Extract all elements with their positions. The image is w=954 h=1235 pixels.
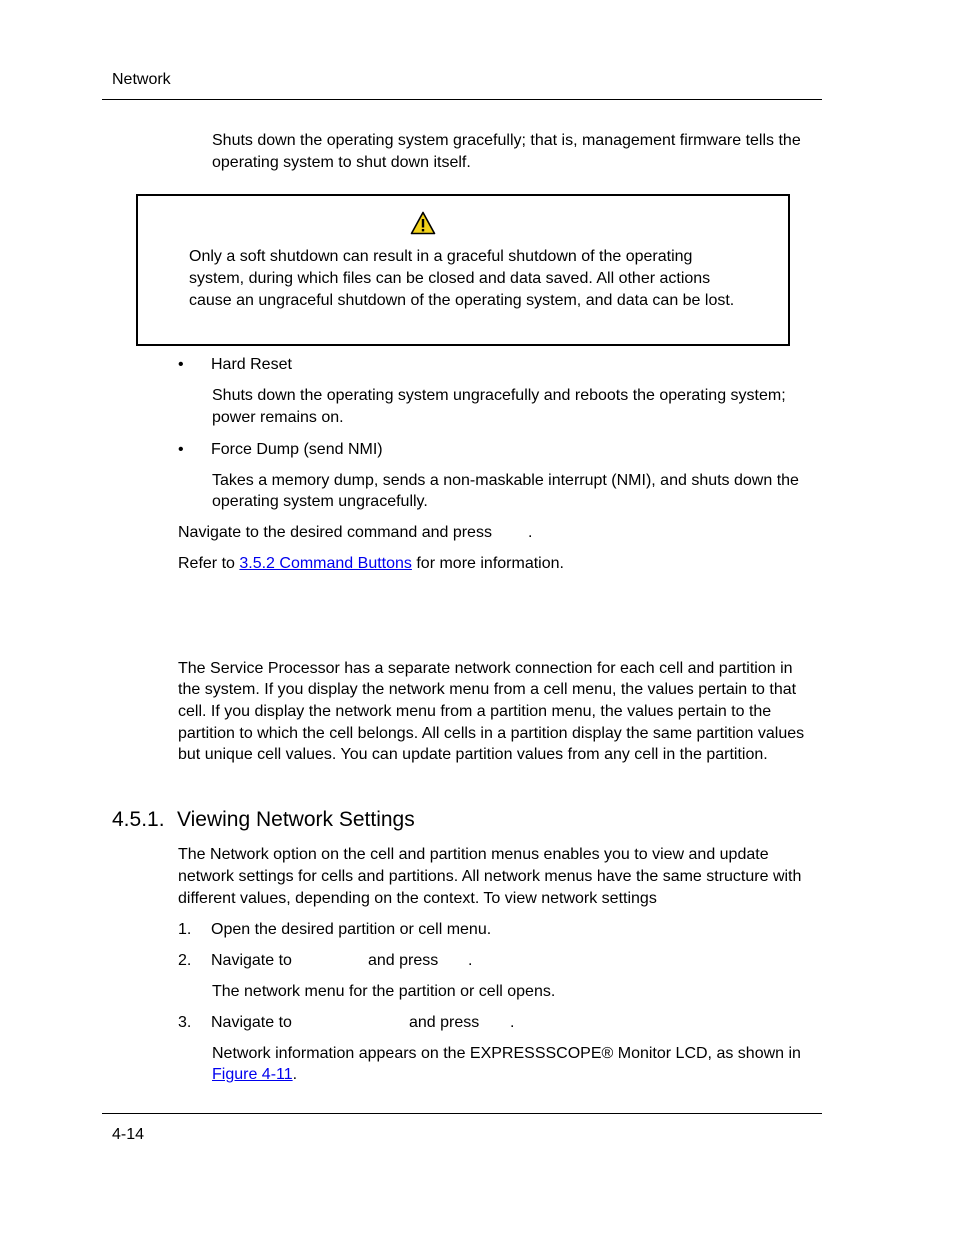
section-para-line: different values, depending on the context. To view network settings [178, 890, 657, 907]
step-1-text: Open the desired partition or cell menu. [211, 921, 492, 938]
header-rule [102, 99, 822, 100]
option-title-hard-reset: Hard Reset [211, 356, 292, 373]
option-desc-line: power remains on. [212, 409, 344, 426]
navigate-instruction: Navigate to the desired command and press [178, 524, 492, 541]
bullet-marker: • [178, 356, 184, 373]
section-title: Viewing Network Settings [177, 808, 415, 831]
step-3-period: . [510, 1014, 515, 1031]
figure-4-11-link[interactable]: Figure 4-11 [212, 1066, 293, 1083]
step-3-note-period: . [292, 1066, 298, 1083]
step-3-note: Network information appears on the EXPRESSSCOPE® Monitor LCD, as shown in [212, 1045, 801, 1062]
step-number: 3. [178, 1014, 192, 1031]
warning-line-3: cause an ungraceful shutdown of the operating system, and data can be lost. [189, 292, 735, 309]
bullet-marker: • [178, 441, 184, 458]
network-para-line: The Service Processor has a separate network connection for each cell and partition in [178, 660, 793, 677]
warning-box [136, 194, 790, 346]
warning-line-1: Only a soft shutdown can result in a graceful shutdown of the operating [189, 248, 693, 265]
warning-triangle-icon [410, 211, 436, 235]
footer-rule [102, 1113, 822, 1114]
step-number: 2. [178, 952, 192, 969]
step-2-press: and press [368, 952, 439, 969]
network-para-line: cell. If you display the network menu from a partition menu, the values pertain to the [178, 703, 772, 720]
page-number: 4-14 [112, 1126, 145, 1143]
step-3-press: and press [409, 1014, 480, 1031]
step-3-navigate: Navigate to [211, 1014, 292, 1031]
section-number: 4.5.1. [112, 808, 165, 831]
refer-suffix: for more information. [411, 555, 564, 572]
network-para-line: but unique cell values. You can update partition values from any cell in the partition. [178, 746, 768, 763]
network-para-line: partition to which the cell belongs. All cells in a partition display the same partition values [178, 725, 805, 742]
step-3-note-end [212, 1064, 297, 1086]
option-desc-line: operating system ungracefully. [212, 493, 428, 510]
intro-line-1: Shuts down the operating system gracefully; that is, management firmware tells the [212, 132, 801, 149]
navigate-period: . [528, 524, 533, 541]
section-para-line: The Network option on the cell and partition menus enables you to view and update [178, 846, 769, 863]
option-title-force-dump: Force Dump (send NMI) [211, 441, 383, 458]
command-buttons-link[interactable]: 3.5.2 Command Buttons [239, 555, 412, 572]
intro-line-2: operating system to shut down itself. [212, 154, 471, 171]
refer-prefix: Refer to [178, 555, 240, 572]
step-2-navigate: Navigate to [211, 952, 292, 969]
warning-line-2: system, during which files can be closed and data saved. All other actions [189, 270, 711, 287]
refer-line [178, 553, 564, 575]
network-para-line: the system. If you display the network menu from a cell menu, the values pertain to that [178, 681, 797, 698]
section-para-line: network settings for cells and partitions. All network menus have the same structure with [178, 868, 802, 885]
running-header: Network [112, 71, 171, 88]
step-number: 1. [178, 921, 192, 938]
option-desc-line: Shuts down the operating system ungracefully and reboots the operating system; [212, 387, 786, 404]
step-2-period: . [468, 952, 473, 969]
option-desc-line: Takes a memory dump, sends a non-maskable interrupt (NMI), and shuts down the [212, 472, 799, 489]
step-2-note: The network menu for the partition or cell opens. [212, 983, 556, 1000]
